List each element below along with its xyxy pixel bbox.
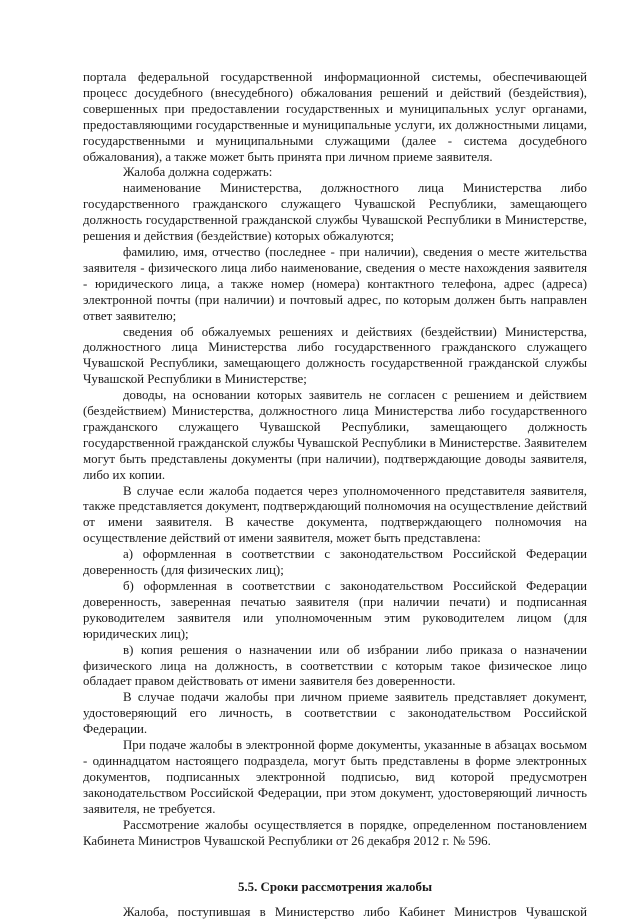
paragraph-received-complaint: Жалоба, поступившая в Министерство либо Кабинет Министров Чувашской	[123, 905, 587, 920]
paragraph-electronic-form: При подаче жалобы в электронной форме документы, указанные в абзацах восьмом - одиннадцатом настоящего подраздела, могут быть представлены в форме электронных документов, подписанных электронной подписью, вид которой предусмотрен законодательством Российской Федерации, при этом документ, удостоверяющий личность заявителя, не требуется.	[83, 738, 587, 816]
paragraph-item-a: а) оформленная в соответствии с законодательством Российской Федерации доверенность (для физических лиц);	[83, 547, 587, 578]
section-heading: 5.5. Сроки рассмотрения жалобы	[237, 880, 433, 895]
paragraph-personal-reception: В случае подачи жалобы при личном приеме заявитель представляет документ, удостоверяющий его личность, в соответствии с законодательством Российской Федерации.	[83, 690, 587, 737]
paragraph-item-b: б) оформленная в соответствии с законодательством Российской Федерации доверенность, заверенная печатью заявителя (при наличии печати) и подписанная руководителем заявителя или уполномоченным этим руководителем лицом (для юридических лиц);	[83, 579, 587, 641]
paragraph-review-procedure: Рассмотрение жалобы осуществляется в порядке, определенном постановлением Кабинета Министров Чувашской Республики от 26 декабря 2012 г. № 596.	[83, 817, 587, 848]
paragraph-representative: В случае если жалоба подается через уполномоченного представителя заявителя, также представляется документ, подтверждающий полномочия на осуществление действий от имени заявителя. В качестве документа, подтверждающего полномочия на осуществление действий от имени заявителя, может быть представлена:	[83, 483, 587, 546]
paragraph-appealed-decisions: сведения об обжалуемых решениях и действиях (бездействии) Министерства, должностного лица Министерства либо государственного гражданского служащего Чувашской Республики, замещающего должность государственной гражданской службы Чувашской Республики в Министерстве;	[83, 324, 587, 387]
document-page	[83, 70, 587, 921]
paragraph-ministry-name: наименование Министерства, должностного лица Министерства либо государственного гражданского служащего Чувашской Республики, замещающего должность государственной гражданской службы Чувашской Республики в Министерстве, решения и действия (бездействие) которых обжалуются;	[83, 181, 587, 244]
paragraph-portal: портала федеральной государственной информационной системы, обеспечивающей процесс досудебного (внесудебного) обжалования решений и действий (бездействия), совершенных при предоставлении государственных и муниципальных услуг органами, предоставляющими государственные и муниципальные услуги, их должностными лицами, государственными и муниципальными служащими (далее - система досудебного обжалования), а также может быть принята при личном приеме заявителя.	[83, 70, 587, 164]
paragraph-arguments: доводы, на основании которых заявитель не согласен с решением и действием (бездействием) Министерства, должностного лица Министерства либо государственного гражданского служащего Чувашской Республики, замещающего должность государственной гражданской службы Чувашской Республики в Министерстве. Заявителем могут быть представлены документы (при наличии), подтверждающие доводы заявителя, либо их копии.	[83, 388, 587, 482]
paragraph-item-c: в) копия решения о назначении или об избрании либо приказа о назначении физического лица на должность, в соответствии с которым такое физическое лицо обладает правом действовать от имени заявителя без доверенности.	[83, 642, 587, 689]
paragraph-applicant-info: фамилию, имя, отчество (последнее - при наличии), сведения о месте жительства заявителя - физического лица либо наименование, сведения о месте нахождения заявителя - юридического лица, а также номер (номера) контактного телефона, адрес (адреса) электронной почты (при наличии) и почтовый адрес, по которым должен быть направлен ответ заявителю;	[83, 244, 587, 323]
paragraph-complaint-contents: Жалоба должна содержать:	[123, 165, 273, 180]
